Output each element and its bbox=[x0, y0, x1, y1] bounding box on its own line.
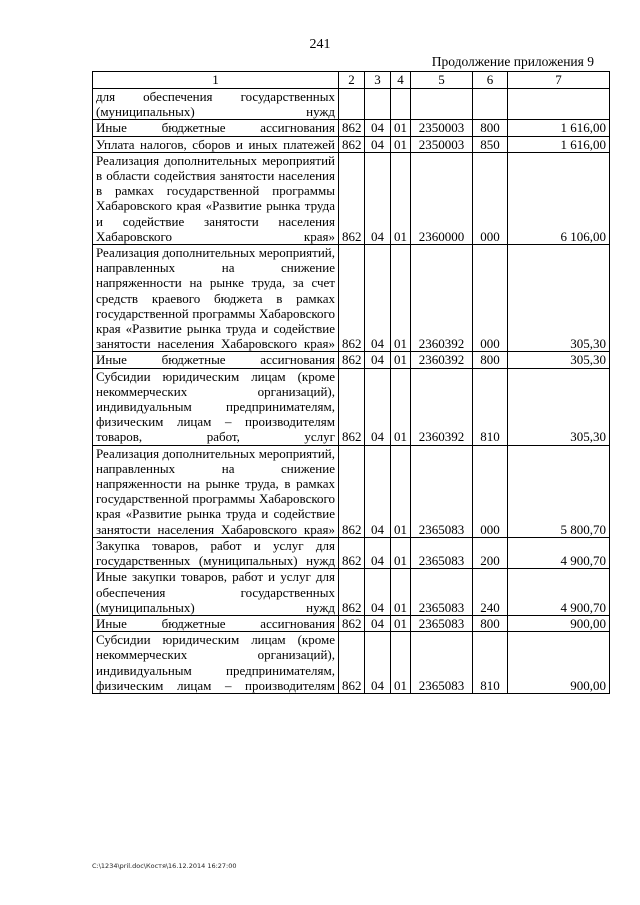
row-name-cell: Иные бюджетные ассигнования bbox=[93, 615, 339, 631]
row-amount-cell: 900,00 bbox=[508, 615, 610, 631]
table-row bbox=[93, 152, 610, 244]
row-target-article-cell: 2350003 bbox=[411, 136, 473, 152]
column-header: 1 bbox=[93, 72, 339, 89]
column-header: 6 bbox=[473, 72, 508, 89]
row-code-cell: 862 bbox=[339, 136, 365, 152]
row-target-article-cell: 2365083 bbox=[411, 569, 473, 616]
table-header-row bbox=[93, 72, 610, 89]
row-target-article-cell: 2360392 bbox=[411, 352, 473, 368]
page-number: 241 bbox=[309, 37, 331, 52]
row-subsection-cell: 01 bbox=[391, 615, 411, 631]
row-section-cell: 04 bbox=[365, 368, 391, 445]
continuation-label: Продолжение приложения 9 bbox=[431, 54, 594, 69]
row-expense-type-cell: 000 bbox=[473, 245, 508, 352]
row-amount-cell: 1 616,00 bbox=[508, 136, 610, 152]
row-subsection-cell: 01 bbox=[391, 352, 411, 368]
row-expense-type-cell: 000 bbox=[473, 152, 508, 244]
row-code-cell: 862 bbox=[339, 245, 365, 352]
row-amount-cell: 4 900,70 bbox=[508, 537, 610, 568]
row-subsection-cell bbox=[391, 89, 411, 120]
row-name-cell: Субсидии юридическим лицам (кроме некоммерческих организаций), индивидуальным предпринимателям, физическим лицам – производителям товаров, работ, услуг bbox=[93, 368, 339, 445]
column-header: 2 bbox=[339, 72, 365, 89]
row-name-cell: Иные закупки товаров, работ и услуг для обеспечения государственных (муниципальных) нужд bbox=[93, 569, 339, 616]
row-subsection-cell: 01 bbox=[391, 569, 411, 616]
table-row bbox=[93, 632, 610, 694]
row-code-cell: 862 bbox=[339, 352, 365, 368]
row-expense-type-cell: 800 bbox=[473, 352, 508, 368]
column-header: 7 bbox=[508, 72, 610, 89]
row-amount-cell: 4 900,70 bbox=[508, 569, 610, 616]
row-amount-cell: 305,30 bbox=[508, 352, 610, 368]
row-amount-cell: 6 106,00 bbox=[508, 152, 610, 244]
row-section-cell: 04 bbox=[365, 569, 391, 616]
row-expense-type-cell: 200 bbox=[473, 537, 508, 568]
row-expense-type-cell: 800 bbox=[473, 615, 508, 631]
row-name-cell: Закупка товаров, работ и услуг для государственных (муниципальных) нужд bbox=[93, 537, 339, 568]
row-code-cell bbox=[339, 89, 365, 120]
row-target-article-cell bbox=[411, 89, 473, 120]
row-name-cell: Иные бюджетные ассигнования bbox=[93, 120, 339, 136]
row-subsection-cell: 01 bbox=[391, 537, 411, 568]
table-row bbox=[93, 352, 610, 368]
row-section-cell: 04 bbox=[365, 120, 391, 136]
table-row bbox=[93, 120, 610, 136]
row-target-article-cell: 2365083 bbox=[411, 445, 473, 537]
row-subsection-cell: 01 bbox=[391, 120, 411, 136]
table-row bbox=[93, 537, 610, 568]
row-section-cell: 04 bbox=[365, 537, 391, 568]
column-header: 3 bbox=[365, 72, 391, 89]
row-subsection-cell: 01 bbox=[391, 152, 411, 244]
row-target-article-cell: 2365083 bbox=[411, 632, 473, 694]
table-row bbox=[93, 445, 610, 537]
row-name-cell: для обеспечения государственных (муниципальных) нужд bbox=[93, 89, 339, 120]
row-target-article-cell: 2360392 bbox=[411, 245, 473, 352]
row-expense-type-cell: 850 bbox=[473, 136, 508, 152]
row-expense-type-cell: 810 bbox=[473, 368, 508, 445]
row-target-article-cell: 2365083 bbox=[411, 615, 473, 631]
row-name-cell: Уплата налогов, сборов и иных платежей bbox=[93, 136, 339, 152]
row-target-article-cell: 2365083 bbox=[411, 537, 473, 568]
row-subsection-cell: 01 bbox=[391, 136, 411, 152]
row-amount-cell: 1 616,00 bbox=[508, 120, 610, 136]
row-code-cell: 862 bbox=[339, 120, 365, 136]
row-name-cell: Реализация дополнительных мероприятий в области содействия занятости населения в рамках государственной программы Хабаровского края «Развитие рынка труда и содействие занятости населения Хабаровского края» bbox=[93, 152, 339, 244]
row-code-cell: 862 bbox=[339, 632, 365, 694]
table-row bbox=[93, 615, 610, 631]
row-section-cell: 04 bbox=[365, 632, 391, 694]
row-code-cell: 862 bbox=[339, 537, 365, 568]
row-target-article-cell: 2350003 bbox=[411, 120, 473, 136]
row-target-article-cell: 2360000 bbox=[411, 152, 473, 244]
row-name-cell: Реализация дополнительных мероприятий, направленных на снижение напряженности на рынке труда, в рамках государственной программы Хабаровского края «Развитие рынка труда и содействие занятости населения Хабаровского края» bbox=[93, 445, 339, 537]
row-target-article-cell: 2360392 bbox=[411, 368, 473, 445]
row-expense-type-cell: 800 bbox=[473, 120, 508, 136]
row-code-cell: 862 bbox=[339, 445, 365, 537]
row-name-cell: Реализация дополнительных мероприятий, направленных на снижение напряженности на рынке труда, за счет средств краевого бюджета в рамках государственной программы Хабаровского края «Развитие рынка труда и содействие занятости населения Хабаровского края» bbox=[93, 245, 339, 352]
row-subsection-cell: 01 bbox=[391, 445, 411, 537]
table-row bbox=[93, 89, 610, 120]
column-header: 4 bbox=[391, 72, 411, 89]
budget-table bbox=[92, 71, 610, 694]
row-section-cell: 04 bbox=[365, 136, 391, 152]
row-name-cell: Иные бюджетные ассигнования bbox=[93, 352, 339, 368]
table-row bbox=[93, 245, 610, 352]
row-section-cell: 04 bbox=[365, 352, 391, 368]
row-expense-type-cell: 810 bbox=[473, 632, 508, 694]
row-name-cell: Субсидии юридическим лицам (кроме некоммерческих организаций), индивидуальным предпринимателям, физическим лицам – производителям bbox=[93, 632, 339, 694]
row-subsection-cell: 01 bbox=[391, 368, 411, 445]
row-section-cell: 04 bbox=[365, 152, 391, 244]
table-row bbox=[93, 136, 610, 152]
row-amount-cell: 305,30 bbox=[508, 368, 610, 445]
table-row bbox=[93, 569, 610, 616]
row-section-cell: 04 bbox=[365, 245, 391, 352]
row-expense-type-cell: 000 bbox=[473, 445, 508, 537]
row-code-cell: 862 bbox=[339, 615, 365, 631]
row-section-cell bbox=[365, 89, 391, 120]
row-amount-cell bbox=[508, 89, 610, 120]
column-header: 5 bbox=[411, 72, 473, 89]
table-row bbox=[93, 368, 610, 445]
row-amount-cell: 5 800,70 bbox=[508, 445, 610, 537]
row-code-cell: 862 bbox=[339, 368, 365, 445]
row-code-cell: 862 bbox=[339, 152, 365, 244]
row-expense-type-cell: 240 bbox=[473, 569, 508, 616]
row-section-cell: 04 bbox=[365, 445, 391, 537]
row-code-cell: 862 bbox=[339, 569, 365, 616]
row-amount-cell: 305,30 bbox=[508, 245, 610, 352]
row-subsection-cell: 01 bbox=[391, 632, 411, 694]
row-section-cell: 04 bbox=[365, 615, 391, 631]
file-path-footer: C:\1234\pril.doc\Костя\16.12.2014 16:27:00 bbox=[92, 862, 237, 870]
row-amount-cell: 900,00 bbox=[508, 632, 610, 694]
row-subsection-cell: 01 bbox=[391, 245, 411, 352]
row-expense-type-cell bbox=[473, 89, 508, 120]
